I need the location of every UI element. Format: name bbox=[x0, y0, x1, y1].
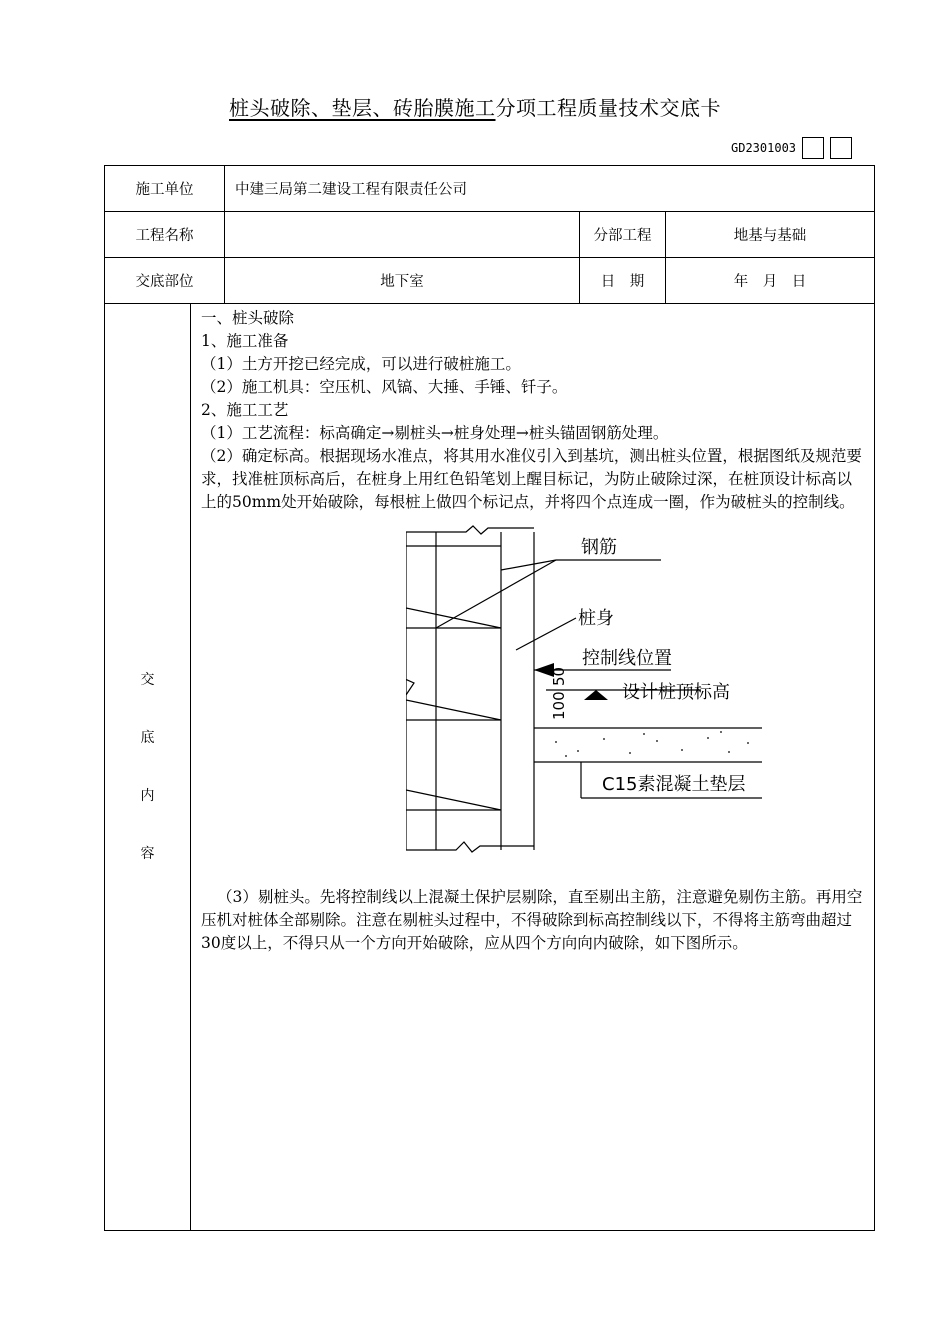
side-char-3: 内 bbox=[140, 788, 155, 804]
control-label: 控制线位置 bbox=[582, 648, 672, 669]
prep-item-1: （1）土方开挖已经完成，可以进行破桩施工。 bbox=[201, 355, 521, 373]
spiral-2 bbox=[406, 700, 501, 720]
bottom-break-line bbox=[406, 842, 534, 852]
code-box-2[interactable] bbox=[830, 137, 852, 159]
prep-item-2: （2）施工机具：空压机、风镐、大捶、手锤、钎子。 bbox=[201, 378, 568, 396]
location-value[interactable]: 地下室 bbox=[225, 258, 580, 304]
side-char-1: 交 bbox=[140, 672, 155, 688]
process-item-1: （1）工艺流程：标高确定→剔桩头→桩身处理→桩头锚固钢筋处理。 bbox=[201, 424, 669, 442]
pile-label: 桩身 bbox=[578, 608, 614, 629]
content-side-label bbox=[105, 304, 191, 1231]
document-title bbox=[0, 92, 950, 121]
left-break-mark bbox=[406, 660, 414, 695]
section-heading-1: 一、桩头破除 bbox=[201, 309, 295, 327]
code-text: GD2301003 bbox=[731, 141, 797, 155]
dimension-50: 50 bbox=[550, 666, 568, 686]
pile-leader bbox=[516, 618, 576, 650]
dimension-100: 100 bbox=[550, 691, 568, 720]
rebar-leader-1 bbox=[436, 560, 556, 628]
design-top-triangle bbox=[584, 690, 608, 700]
title-underlined-part: 桩头破除、垫层、砖胎膜施工 bbox=[229, 96, 496, 120]
project-label: 工程名称 bbox=[105, 212, 225, 258]
top-break-line bbox=[406, 526, 534, 534]
unit-value[interactable]: 中建三局第二建设工程有限责任公司 bbox=[225, 166, 875, 212]
pile-head-diagram bbox=[406, 520, 776, 870]
side-char-4: 容 bbox=[140, 846, 155, 862]
date-label: 日 期 bbox=[580, 258, 666, 304]
cushion-label: C15素混凝土垫层 bbox=[602, 774, 746, 795]
side-char-2: 底 bbox=[140, 730, 155, 746]
project-value[interactable] bbox=[225, 212, 580, 258]
document-code bbox=[731, 136, 852, 160]
sub-heading-process: 2、施工工艺 bbox=[201, 401, 289, 419]
disclosure-card-table bbox=[104, 165, 875, 1231]
sub-heading-prep: 1、施工准备 bbox=[201, 332, 289, 350]
rebar-label: 钢筋 bbox=[581, 537, 617, 558]
date-value[interactable]: 年 月 日 bbox=[666, 258, 875, 304]
content-text bbox=[191, 304, 874, 955]
content-cell bbox=[191, 304, 875, 1231]
location-label: 交底部位 bbox=[105, 258, 225, 304]
spiral-3 bbox=[406, 790, 501, 810]
process-item-2: （2）确定标高。根据现场水准点，将其用水准仪引入到基坑，测出桩头位置，根据图纸及规范要求，找准桩顶标高后，在桩身上用红色铅笔划上醒目标记，为防止破除过深，在桩顶设计标高以上的50mm处开始破除，每根桩上做四个标记点，并将四个点连成一圈，作为破桩头的控制线。 bbox=[201, 447, 862, 511]
division-label: 分部工程 bbox=[580, 212, 666, 258]
process-item-3: （3）剔桩头。先将控制线以上混凝土保护层剔除，直至剔出主筋，注意避免剔伤主筋。再用空压机对桩体全部剔除。注意在剔桩头过程中，不得破除到标高控制线以下，不得将主筋弯曲超过30度以上，不得只从一个方向开始破除，应从四个方向向内破除，如下图所示。 bbox=[201, 888, 863, 952]
division-value[interactable]: 地基与基础 bbox=[666, 212, 875, 258]
design-top-label: 设计桩顶标高 bbox=[622, 682, 730, 703]
code-box-1[interactable] bbox=[802, 137, 824, 159]
unit-label: 施工单位 bbox=[105, 166, 225, 212]
title-rest: 分项工程质量技术交底卡 bbox=[495, 96, 721, 120]
